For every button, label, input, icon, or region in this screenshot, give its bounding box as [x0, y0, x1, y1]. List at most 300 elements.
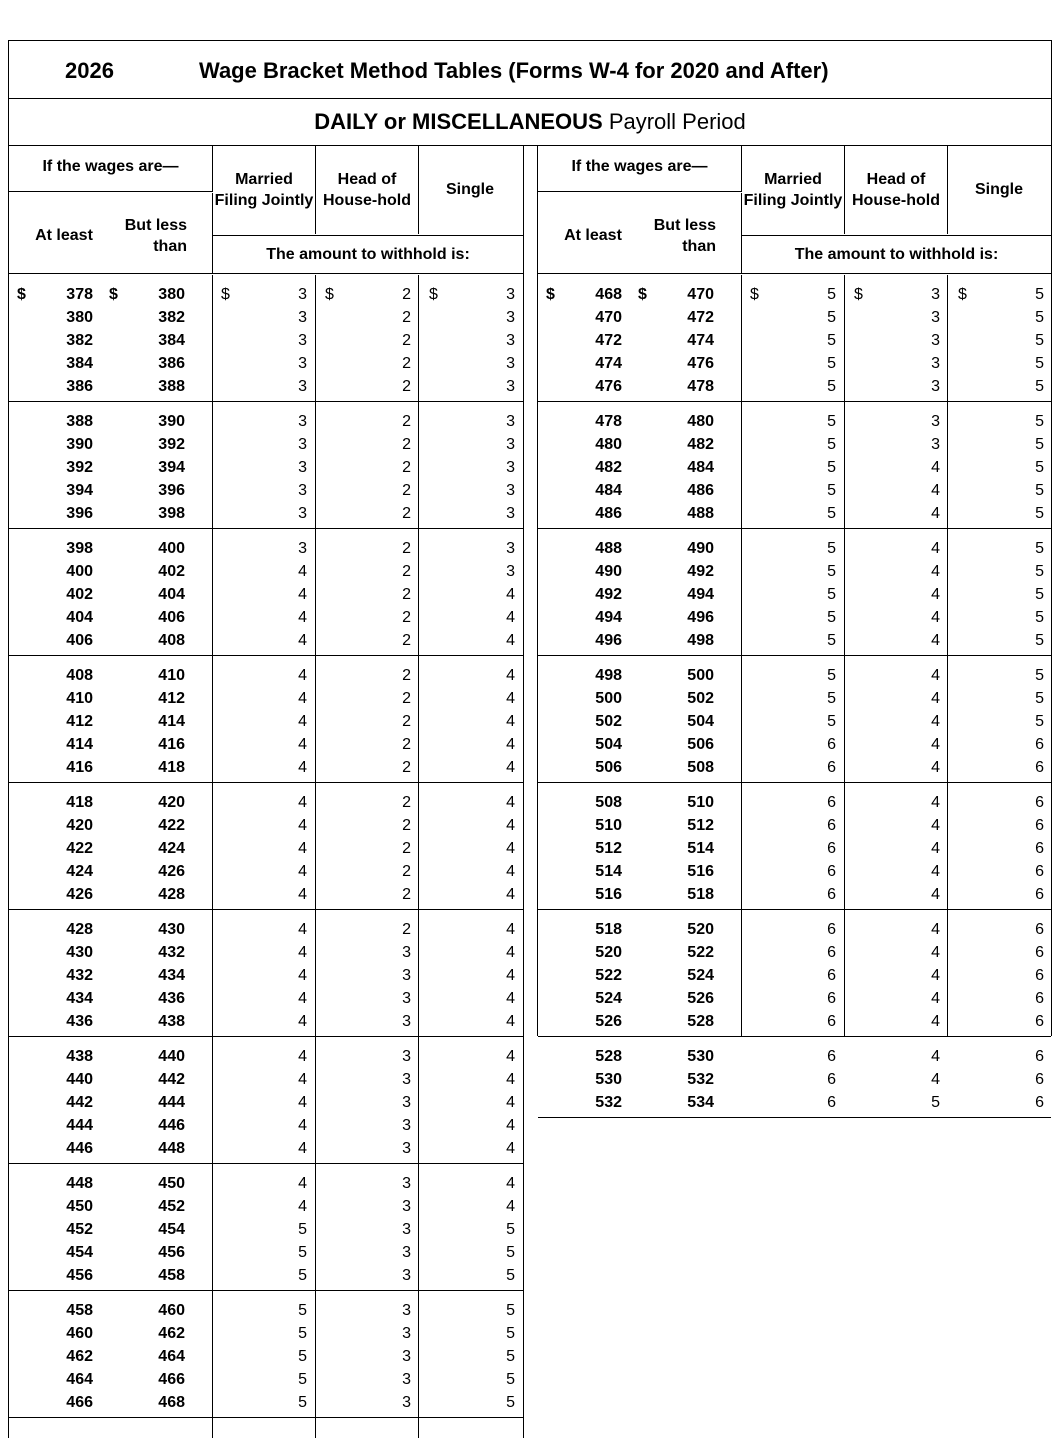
dollar-sign: $ [109, 286, 118, 303]
row-group [538, 410, 1051, 529]
but-less-than-cell: 476 [687, 355, 714, 372]
table-row [538, 560, 1051, 583]
head-of-household-cell: 2 [402, 667, 411, 684]
table-row [538, 664, 1051, 687]
single-header [419, 145, 521, 234]
table-row [538, 502, 1051, 525]
but-less-than-cell: 524 [687, 967, 714, 984]
single-cell: 6 [1035, 1071, 1044, 1088]
head-of-household-cell: 4 [931, 459, 940, 476]
but-less-than-cell: 424 [158, 840, 185, 857]
head-of-household-cell: 2 [402, 459, 411, 476]
head-of-household-cell: 4 [931, 759, 940, 776]
head-of-household-cell: 2 [402, 482, 411, 499]
head-of-household-cell: 3 [931, 378, 940, 395]
at-least-cell: 430 [66, 944, 93, 961]
but-less-than-cell: 470 [687, 286, 714, 303]
row-group [538, 791, 1051, 910]
but-less-than-cell: 508 [687, 759, 714, 776]
single-cell: 5 [506, 1244, 515, 1261]
but-less-than-cell: 438 [158, 1013, 185, 1030]
married-filing-jointly-cell: 5 [298, 1221, 307, 1238]
at-least-cell: 494 [595, 609, 622, 626]
married-filing-jointly-cell: 4 [298, 759, 307, 776]
head-of-household-cell: 3 [931, 413, 940, 430]
at-least-cell: 490 [595, 563, 622, 580]
head-of-household-cell: 2 [402, 759, 411, 776]
column-divider [315, 275, 316, 1438]
head-of-household-cell: 2 [402, 713, 411, 730]
dollar-sign: $ [546, 286, 555, 303]
but-less-than-cell: 454 [158, 1221, 185, 1238]
at-least-cell: 476 [595, 378, 622, 395]
head-of-household-cell: 3 [402, 1117, 411, 1134]
single-cell: 3 [506, 459, 515, 476]
table-row [9, 964, 523, 987]
at-least-cell: 398 [66, 540, 93, 557]
single-cell: 4 [506, 667, 515, 684]
single-cell: 6 [1035, 794, 1044, 811]
table-year: 2026 [65, 58, 114, 83]
at-least-cell: 432 [66, 967, 93, 984]
table-row [9, 606, 523, 629]
but-less-than-cell: 486 [687, 482, 714, 499]
row-group [538, 283, 1051, 402]
head-of-household-cell: 4 [931, 1048, 940, 1065]
table-row [9, 860, 523, 883]
wages-subheader [9, 193, 213, 273]
head-of-household-cell: 4 [931, 1013, 940, 1030]
head-of-household-cell: 3 [402, 1302, 411, 1319]
single-cell: 3 [506, 563, 515, 580]
row-group [538, 664, 1051, 783]
single-cell: 5 [506, 1348, 515, 1365]
table-row [9, 456, 523, 479]
head-of-household-cell: 3 [402, 1071, 411, 1088]
head-of-household-cell: 3 [402, 1325, 411, 1342]
married-filing-jointly-cell: 5 [298, 1325, 307, 1342]
but-less-than-cell: 490 [687, 540, 714, 557]
single-cell: 6 [1035, 759, 1044, 776]
at-least-cell: 436 [66, 1013, 93, 1030]
table-row [9, 1218, 523, 1241]
but-less-than-cell: 398 [158, 505, 185, 522]
table-row [9, 791, 523, 814]
but-less-than-cell: 388 [158, 378, 185, 395]
row-group [538, 918, 1051, 1037]
at-least-cell: 526 [595, 1013, 622, 1030]
married-filing-jointly-cell: 5 [298, 1267, 307, 1284]
single-cell: 5 [506, 1302, 515, 1319]
table-row [9, 502, 523, 525]
single-cell: 4 [506, 586, 515, 603]
married-filing-jointly-cell: 4 [298, 1071, 307, 1088]
table-row [538, 918, 1051, 941]
table-row [9, 410, 523, 433]
at-least-cell: 520 [595, 944, 622, 961]
at-least-cell: 408 [66, 667, 93, 684]
head-of-household-cell: 3 [931, 436, 940, 453]
dollar-sign: $ [750, 286, 759, 303]
table-row [9, 1322, 523, 1345]
row-group [9, 410, 523, 529]
married-filing-jointly-cell: 6 [827, 921, 836, 938]
table-row [538, 814, 1051, 837]
at-least-cell: 462 [66, 1348, 93, 1365]
but-less-than-cell: 458 [158, 1267, 185, 1284]
but-less-than-cell: 532 [687, 1071, 714, 1088]
married-filing-jointly-cell: 3 [298, 355, 307, 372]
dollar-sign: $ [854, 286, 863, 303]
table-row [538, 860, 1051, 883]
married-filing-jointly-cell: 6 [827, 967, 836, 984]
head-of-household-cell: 3 [402, 1013, 411, 1030]
single-cell: 4 [506, 609, 515, 626]
table-row [538, 1010, 1051, 1033]
but-less-than-cell: 400 [158, 540, 185, 557]
but-less-than-cell: 534 [687, 1094, 714, 1111]
married-filing-jointly-cell: 4 [298, 967, 307, 984]
at-least-cell: 416 [66, 759, 93, 776]
single-cell: 3 [506, 309, 515, 326]
but-less-than-cell: 380 [158, 286, 185, 303]
married-filing-jointly-cell: 5 [827, 436, 836, 453]
but-less-than-cell: 392 [158, 436, 185, 453]
single-cell: 5 [1035, 505, 1044, 522]
head-of-household-cell: 4 [931, 817, 940, 834]
but-less-than-cell: 446 [158, 1117, 185, 1134]
single-header-label: Single [974, 181, 1023, 198]
married-filing-jointly-cell: 6 [827, 817, 836, 834]
at-least-cell: 428 [66, 921, 93, 938]
but-less-than-cell: 436 [158, 990, 185, 1007]
but-less-than-cell: 498 [687, 632, 714, 649]
head-of-household-cell: 3 [402, 1140, 411, 1157]
married-filing-jointly-cell: 4 [298, 690, 307, 707]
table-row [9, 479, 523, 502]
at-least-cell: 502 [595, 713, 622, 730]
table-row [538, 710, 1051, 733]
single-cell: 6 [1035, 1094, 1044, 1111]
period-name: DAILY or MISCELLANEOUS [314, 109, 603, 134]
married-filing-jointly-cell: 4 [298, 632, 307, 649]
single-cell: 5 [1035, 586, 1044, 603]
but-less-than-cell: 510 [687, 794, 714, 811]
but-less-than-cell: 460 [158, 1302, 185, 1319]
married-filing-jointly-cell: 4 [298, 1198, 307, 1215]
wages-header: If the wages are— [538, 145, 742, 192]
at-least-cell: 406 [66, 632, 93, 649]
head-header-label: Head of House-hold [852, 170, 940, 209]
married-filing-jointly-cell: 5 [298, 1244, 307, 1261]
but-less-than-cell: 382 [158, 309, 185, 326]
married-filing-jointly-cell: 3 [298, 378, 307, 395]
but-less-than-cell: 448 [158, 1140, 185, 1157]
single-cell: 3 [506, 540, 515, 557]
married-filing-jointly-cell: 5 [827, 713, 836, 730]
at-least-cell: 404 [66, 609, 93, 626]
row-group [9, 791, 523, 910]
table-row [9, 756, 523, 779]
table-row [9, 1010, 523, 1033]
head-of-household-cell: 4 [931, 863, 940, 880]
single-cell: 5 [1035, 690, 1044, 707]
at-least-cell: 474 [595, 355, 622, 372]
but-less-than-cell: 406 [158, 609, 185, 626]
at-least-cell: 470 [595, 309, 622, 326]
single-cell: 4 [506, 886, 515, 903]
married-filing-jointly-cell: 4 [298, 1048, 307, 1065]
but-less-than-cell: 450 [158, 1175, 185, 1192]
at-least-cell: 510 [595, 817, 622, 834]
head-of-household-cell: 2 [402, 378, 411, 395]
single-cell: 6 [1035, 817, 1044, 834]
at-least-cell: 450 [66, 1198, 93, 1215]
single-cell: 5 [1035, 413, 1044, 430]
married-filing-jointly-cell: 5 [298, 1371, 307, 1388]
table-row [538, 306, 1051, 329]
table-row [538, 964, 1051, 987]
left-column-header [9, 145, 523, 274]
but-less-than-cell: 472 [687, 309, 714, 326]
at-least-cell: 492 [595, 586, 622, 603]
head-of-household-cell: 2 [402, 632, 411, 649]
single-cell: 3 [506, 332, 515, 349]
single-cell: 4 [506, 967, 515, 984]
head-of-household-cell: 3 [402, 1048, 411, 1065]
table-row [9, 664, 523, 687]
table-row [9, 1137, 523, 1160]
at-least-cell: 464 [66, 1371, 93, 1388]
but-less-than-cell: 444 [158, 1094, 185, 1111]
but-less-than-cell: 474 [687, 332, 714, 349]
but-less-than-header: But less than [653, 217, 716, 255]
married-filing-jointly-cell: 6 [827, 1013, 836, 1030]
table-row [538, 1091, 1051, 1114]
table-row [9, 1195, 523, 1218]
head-of-household-cell: 2 [402, 886, 411, 903]
single-cell: 5 [1035, 309, 1044, 326]
head-of-household-cell: 4 [931, 482, 940, 499]
head-of-household-cell: 2 [402, 286, 411, 303]
married-filing-jointly-cell: 4 [298, 840, 307, 857]
single-cell: 5 [1035, 563, 1044, 580]
but-less-than-cell: 414 [158, 713, 185, 730]
head-of-household-cell: 4 [931, 632, 940, 649]
married-filing-jointly-cell: 5 [298, 1302, 307, 1319]
at-least-cell: 414 [66, 736, 93, 753]
married-filing-jointly-cell: 4 [298, 609, 307, 626]
head-of-household-cell: 3 [402, 1267, 411, 1284]
but-less-than-cell: 442 [158, 1071, 185, 1088]
single-cell: 4 [506, 921, 515, 938]
table-row [9, 1045, 523, 1068]
row-group [9, 1299, 523, 1418]
head-of-household-cell: 5 [931, 1094, 940, 1111]
married-filing-jointly-header [213, 145, 316, 234]
at-least-cell: 384 [66, 355, 93, 372]
table-row [9, 306, 523, 329]
at-least-cell: 514 [595, 863, 622, 880]
head-of-household-cell: 4 [931, 944, 940, 961]
but-less-than-cell: 440 [158, 1048, 185, 1065]
head-of-household-cell: 4 [931, 609, 940, 626]
married-filing-jointly-cell: 4 [298, 586, 307, 603]
single-cell: 4 [506, 690, 515, 707]
table-row [9, 1264, 523, 1287]
but-less-than-cell: 386 [158, 355, 185, 372]
at-least-cell: 440 [66, 1071, 93, 1088]
left-table-panel [8, 145, 524, 1438]
row-group [538, 1045, 1051, 1118]
head-of-household-cell: 2 [402, 355, 411, 372]
table-row [9, 560, 523, 583]
table-row [538, 987, 1051, 1010]
married-filing-jointly-cell: 5 [827, 690, 836, 707]
single-cell: 4 [506, 1117, 515, 1134]
at-least-cell: 504 [595, 736, 622, 753]
married-filing-jointly-cell: 6 [827, 794, 836, 811]
single-cell: 4 [506, 1013, 515, 1030]
row-group [9, 664, 523, 783]
head-of-household-cell: 3 [402, 944, 411, 961]
single-cell: 4 [506, 794, 515, 811]
married-filing-jointly-cell: 4 [298, 1140, 307, 1157]
head-of-household-cell: 2 [402, 690, 411, 707]
at-least-cell: 512 [595, 840, 622, 857]
table-row [9, 283, 523, 306]
but-less-than-cell: 512 [687, 817, 714, 834]
married-filing-jointly-header [742, 145, 845, 234]
but-less-than-cell: 464 [158, 1348, 185, 1365]
at-least-cell: 486 [595, 505, 622, 522]
single-cell: 6 [1035, 1048, 1044, 1065]
single-cell: 5 [506, 1371, 515, 1388]
single-cell: 5 [1035, 459, 1044, 476]
married-filing-jointly-cell: 5 [827, 459, 836, 476]
head-of-household-cell: 4 [931, 921, 940, 938]
single-cell: 4 [506, 1094, 515, 1111]
table-row [538, 410, 1051, 433]
single-cell: 5 [1035, 713, 1044, 730]
single-cell: 4 [506, 736, 515, 753]
table-row [9, 433, 523, 456]
married-filing-jointly-cell: 6 [827, 736, 836, 753]
single-cell: 5 [1035, 286, 1044, 303]
married-filing-jointly-cell: 4 [298, 990, 307, 1007]
married-filing-jointly-cell: 4 [298, 736, 307, 753]
head-of-household-cell: 4 [931, 886, 940, 903]
payroll-period-banner [8, 98, 1052, 146]
at-least-cell: 498 [595, 667, 622, 684]
at-least-cell: 424 [66, 863, 93, 880]
head-of-household-cell: 3 [402, 1244, 411, 1261]
row-group [9, 283, 523, 402]
single-cell: 5 [1035, 355, 1044, 372]
right-table-panel [537, 145, 1052, 1111]
table-row [538, 537, 1051, 560]
head-of-household-cell: 2 [402, 563, 411, 580]
head-of-household-cell: 4 [931, 840, 940, 857]
column-divider [741, 275, 742, 1036]
married-filing-jointly-cell: 6 [827, 990, 836, 1007]
but-less-than-cell: 462 [158, 1325, 185, 1342]
at-least-cell: 522 [595, 967, 622, 984]
married-filing-jointly-cell: 4 [298, 1175, 307, 1192]
married-filing-jointly-cell: 5 [827, 332, 836, 349]
table-row [9, 1172, 523, 1195]
table-row [538, 629, 1051, 652]
at-least-cell: 396 [66, 505, 93, 522]
single-cell: 5 [1035, 378, 1044, 395]
married-filing-jointly-cell: 6 [827, 759, 836, 776]
married-filing-jointly-cell: 6 [827, 886, 836, 903]
single-cell: 4 [506, 632, 515, 649]
single-cell: 6 [1035, 863, 1044, 880]
wage-bracket-page [8, 40, 1052, 1411]
table-row [9, 710, 523, 733]
but-less-than-cell: 434 [158, 967, 185, 984]
but-less-than-cell: 520 [687, 921, 714, 938]
married-filing-jointly-cell: 5 [827, 586, 836, 603]
table-row [538, 375, 1051, 398]
single-cell: 6 [1035, 990, 1044, 1007]
at-least-cell: 378 [66, 286, 93, 303]
period-suffix: Payroll Period [602, 109, 746, 134]
single-cell: 4 [506, 944, 515, 961]
table-row [538, 733, 1051, 756]
table-row [9, 1091, 523, 1114]
table-row [9, 941, 523, 964]
single-cell: 5 [1035, 609, 1044, 626]
head-of-household-cell: 2 [402, 794, 411, 811]
at-least-cell: 452 [66, 1221, 93, 1238]
single-cell: 4 [506, 759, 515, 776]
table-row [538, 329, 1051, 352]
at-least-cell: 386 [66, 378, 93, 395]
but-less-than-cell: 432 [158, 944, 185, 961]
but-less-than-cell: 452 [158, 1198, 185, 1215]
single-cell: 5 [506, 1325, 515, 1342]
table-row [9, 375, 523, 398]
married-filing-jointly-cell: 5 [827, 355, 836, 372]
single-cell: 5 [1035, 667, 1044, 684]
married-filing-jointly-cell: 5 [827, 482, 836, 499]
left-table-body [9, 275, 523, 1418]
single-cell: 4 [506, 1071, 515, 1088]
married-filing-jointly-cell: 5 [827, 413, 836, 430]
head-of-household-cell: 3 [402, 1175, 411, 1192]
married-filing-jointly-cell: 3 [298, 436, 307, 453]
married-filing-jointly-cell: 5 [827, 286, 836, 303]
table-row [9, 352, 523, 375]
head-of-household-cell: 3 [931, 286, 940, 303]
at-least-cell: 460 [66, 1325, 93, 1342]
head-of-household-cell: 4 [931, 794, 940, 811]
but-less-than-cell: 482 [687, 436, 714, 453]
at-least-cell: 508 [595, 794, 622, 811]
married-filing-jointly-cell: 4 [298, 886, 307, 903]
married-filing-jointly-cell: 3 [298, 459, 307, 476]
table-row [538, 883, 1051, 906]
married-filing-jointly-cell: 3 [298, 540, 307, 557]
table-row [9, 687, 523, 710]
married-filing-jointly-cell: 4 [298, 817, 307, 834]
at-least-cell: 482 [595, 459, 622, 476]
at-least-cell: 528 [595, 1048, 622, 1065]
at-least-cell: 402 [66, 586, 93, 603]
at-least-cell: 422 [66, 840, 93, 857]
